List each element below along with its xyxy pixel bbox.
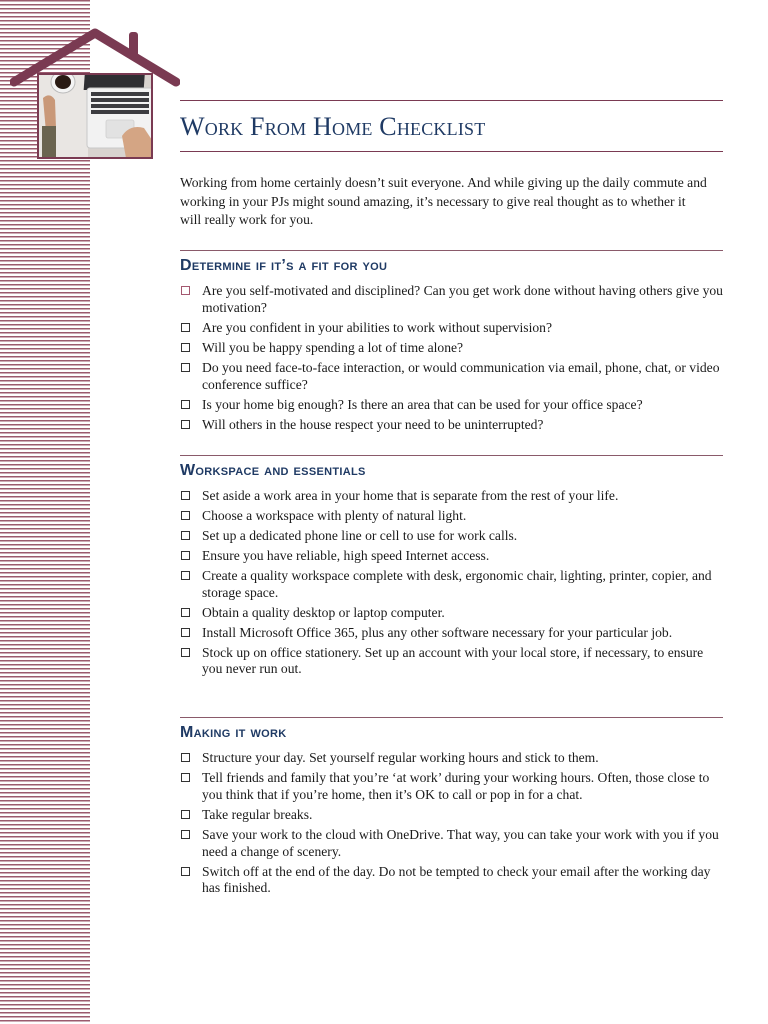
- checklist-item: Create a quality workspace complete with desk, ergonomic chair, lighting, printer, copier, and storage space.: [180, 568, 723, 602]
- checklist: [180, 488, 723, 678]
- checkbox-icon[interactable]: [181, 420, 190, 429]
- checkbox-icon[interactable]: [181, 571, 190, 580]
- checklist-item: Ensure you have reliable, high speed Internet access.: [180, 548, 723, 565]
- title-bottom-rule: [180, 151, 723, 152]
- checkbox-icon[interactable]: [181, 648, 190, 657]
- checklist-item: Are you self-motivated and disciplined? Can you get work done without having others give you motivation?: [180, 283, 723, 317]
- checklist-item: Will others in the house respect your need to be uninterrupted?: [180, 417, 723, 434]
- checklist-item: Take regular breaks.: [180, 807, 723, 824]
- section-making-it-work: [180, 717, 723, 900]
- title-top-rule: [180, 100, 723, 101]
- checklist-item: Switch off at the end of the day. Do not be tempted to check your email after the working day has finished.: [180, 864, 723, 898]
- intro-paragraph: Working from home certainly doesn’t suit everyone. And while giving up the daily commute and working in your PJs might sound amazing, it’s necessary to give real thought as to whether it will really work for you.: [180, 175, 707, 227]
- checkbox-icon[interactable]: [181, 343, 190, 352]
- checkbox-icon[interactable]: [181, 773, 190, 782]
- checklist-item: Are you confident in your abilities to work without supervision?: [180, 320, 723, 337]
- checkbox-icon[interactable]: [181, 551, 190, 560]
- section-heading: Workspace and essentials: [180, 462, 366, 479]
- checkbox-icon[interactable]: [181, 286, 190, 295]
- checklist-item: Choose a workspace with plenty of natural light.: [180, 508, 723, 525]
- house-logo-icon: [10, 28, 180, 160]
- checklist-item: Obtain a quality desktop or laptop computer.: [180, 605, 723, 622]
- checklist-item: Is your home big enough? Is there an area that can be used for your office space?: [180, 397, 723, 414]
- checkbox-icon[interactable]: [181, 511, 190, 520]
- checkbox-icon[interactable]: [181, 830, 190, 839]
- checklist-item: Tell friends and family that you’re ‘at work’ during your working hours. Often, those close to you think that if you’re home, then it’s OK to call or pop in for a chat.: [180, 770, 723, 804]
- section-heading: Making it work: [180, 724, 287, 741]
- checklist-item: Do you need face-to-face interaction, or would communication via email, phone, chat, or video conference suffice?: [180, 360, 723, 394]
- checklist-item: Structure your day. Set yourself regular working hours and stick to them.: [180, 750, 723, 767]
- checkbox-icon[interactable]: [181, 363, 190, 372]
- checklist-item: Set aside a work area in your home that is separate from the rest of your life.: [180, 488, 723, 505]
- checkbox-icon[interactable]: [181, 531, 190, 540]
- section-heading: Determine if it’s a fit for you: [180, 257, 388, 274]
- checkbox-icon[interactable]: [181, 867, 190, 876]
- checklist: [180, 283, 723, 433]
- checkbox-icon[interactable]: [181, 491, 190, 500]
- checkbox-icon[interactable]: [181, 400, 190, 409]
- section-fit: [180, 250, 723, 437]
- checkbox-icon[interactable]: [181, 753, 190, 762]
- checklist: [180, 750, 723, 897]
- checkbox-icon[interactable]: [181, 323, 190, 332]
- section-workspace: [180, 455, 723, 681]
- checklist-item: Install Microsoft Office 365, plus any other software necessary for your particular job.: [180, 625, 723, 642]
- checklist-item: Will you be happy spending a lot of time alone?: [180, 340, 723, 357]
- checkbox-icon[interactable]: [181, 628, 190, 637]
- checklist-item: Set up a dedicated phone line or cell to use for work calls.: [180, 528, 723, 545]
- checklist-item: Stock up on office stationery. Set up an account with your local store, if necessary, to ensure you never run out.: [180, 645, 723, 679]
- checkbox-icon[interactable]: [181, 810, 190, 819]
- checkbox-icon[interactable]: [181, 608, 190, 617]
- page-title: Work From Home Checklist: [180, 112, 486, 141]
- checklist-item: Save your work to the cloud with OneDrive. That way, you can take your work with you if you need a change of scenery.: [180, 827, 723, 861]
